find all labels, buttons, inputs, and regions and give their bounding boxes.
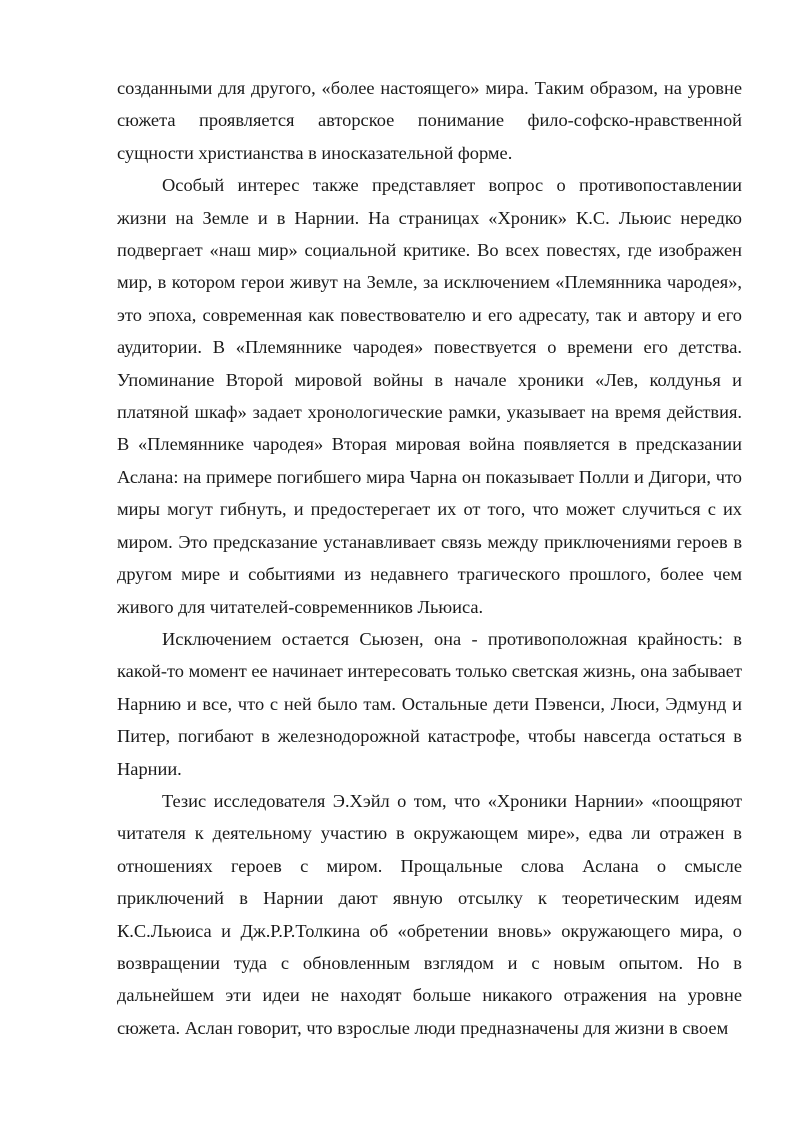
- paragraph-2: Особый интерес также представляет вопрос о противопоставлении жизни на Земле и в Нарнии. На страницах «Хроник» К.С. Льюис нередко подвергает «наш мир» социальной критике. Во всех повестях, где изображен мир, в котором герои живут на Земле, за исключением «Племянника чародея», это эпоха, современная как повествователю и его адресату, так и автору и его аудитории. В «Племяннике чародея» повествуется о времени его детства. Упоминание Второй мировой войны в начале хроники «Лев, колдунья и платяной шкаф» задает хронологические рамки, указывает на время действия. В «Племяннике чародея» Вторая мировая война появляется в предсказании Аслана: на примере погибшего мира Чарна он показывает Полли и Дигори, что миры могут гибнуть, и предостерегает их от того, что может случиться с их миром. Это предсказание устанавливает связь между приключениями героев в другом мире и событиями из недавнего трагического прошлого, более чем живого для читателей-современников Льюиса.: [117, 175, 742, 617]
- paragraph-3: Исключением остается Сьюзен, она - противоположная крайность: в какой-то момент ее начинает интересовать только светская жизнь, она забывает Нарнию и все, что с ней было там. Остальные дети Пэвенси, Люси, Эдмунд и Питер, погибают в железнодорожной катастрофе, чтобы навсегда остаться в Нарнии.: [117, 628, 742, 779]
- paragraph-1: созданными для другого, «более настоящего» мира. Таким образом, на уровне сюжета проявляется авторское понимание фило-софско-нравственной сущности христианства в иносказательной форме.: [117, 78, 742, 163]
- paragraph-4: Тезис исследователя Э.Хэйл о том, что «Хроники Нарнии» «поощряют читателя к деятельному участию в окружающем мире», едва ли отражен в отношениях героев с миром. Прощальные слова Аслана о смысле приключений в Нарнии дают явную отсылку к теоретическим идеям К.С.Льюиса и Дж.Р.Р.Толкина об «обретении вновь» окружающего мира, о возвращении туда с обновленным взглядом и с новым опытом. Но в дальнейшем эти идеи не находят больше никакого отражения на уровне сюжета. Аслан говорит, что взрослые люди предназначены для жизни в своем: [117, 790, 742, 1038]
- document-body: [117, 72, 742, 1044]
